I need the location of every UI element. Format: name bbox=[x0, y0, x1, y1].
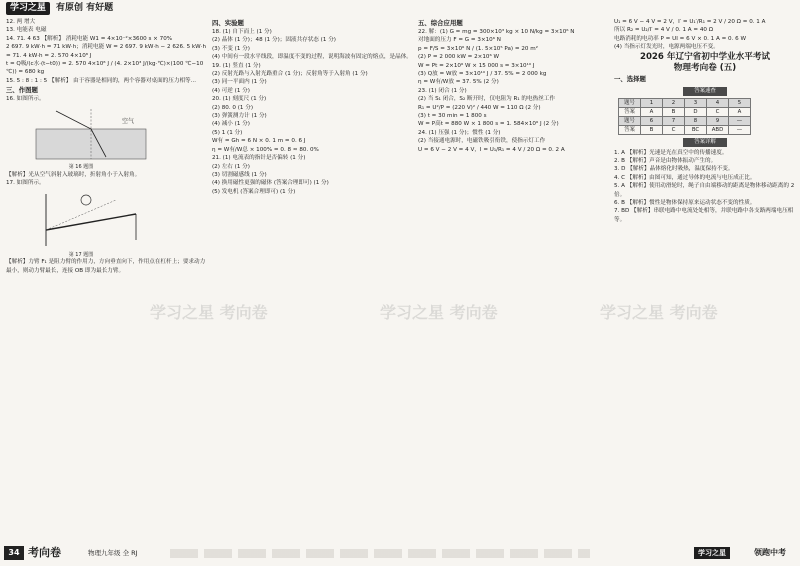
footer-subtitle: 物理九年级 全 RJ bbox=[88, 549, 138, 557]
answer-line: (3) 弹簧测力计 (1 分) bbox=[212, 113, 267, 120]
answer-line: η = W有/W总 × 100% = 0. 8 ≈ 80. 0% bbox=[212, 146, 319, 153]
table-row bbox=[619, 107, 751, 116]
footer-logo: 学习之星 bbox=[694, 547, 730, 559]
incident-ray bbox=[56, 111, 91, 129]
answer-line: p = F/S = 3×10⁶ N / (1. 5×10⁵ Pa) = 20 m² bbox=[418, 45, 538, 52]
answer-line: (3) t = 30 min = 1 800 s bbox=[418, 113, 487, 120]
answer-line: (2) 当 S₁ 闭合，S₂ 断开时，仅电阻为 R₁ 的电热丝工作 bbox=[418, 96, 555, 103]
table-cell: 4 bbox=[707, 98, 729, 107]
table-cell: B bbox=[663, 107, 685, 116]
lamp-icon bbox=[81, 195, 91, 205]
answer-line: t = Q吸/(c水·(t−t0)) = 2. 570 4×10⁸ J / (4. 2×10³ J/(kg·℃)×(100 ℃−10 ℃)) = 680 kg bbox=[6, 61, 204, 76]
answer-line: 5. A 【解析】使用动滑轮时，绳子自由端移动的距离是物体移动距离的 2 倍。 bbox=[614, 183, 795, 198]
analysis-note: 【解析】力臂 F₁ 是阻力臂的作用力，方向垂直向下，作用点在杠杆上；要求动力最小，则动力臂最长，连接 OB 即为最长力臂。 bbox=[6, 259, 206, 274]
exam-title bbox=[614, 52, 796, 74]
lever-diagram bbox=[26, 190, 156, 248]
answer-line: 7. BD 【解析】串联电路中电流处处相等，并联电路中各支路两端电压相等。 bbox=[614, 208, 794, 223]
answer-line: 19. (1) 竖直 (1 分) bbox=[212, 62, 261, 69]
column-1 bbox=[6, 18, 206, 540]
answer-line: 20. (1) 刻度尺 (1 分) bbox=[212, 96, 267, 103]
answer-line: W = Pt = 2×10⁶ W × 15 000 s = 3×10¹⁰ J bbox=[418, 62, 535, 69]
table-cell: ABD bbox=[707, 125, 729, 134]
lever-figure bbox=[26, 190, 156, 256]
answer-line: 18. (1) 自下而上 (1 分) bbox=[212, 29, 272, 35]
lever-arm bbox=[46, 214, 136, 230]
page-footer bbox=[0, 540, 800, 566]
watermark-text: 学习之星 考向卷 bbox=[150, 303, 268, 322]
answer-line: 4. C 【解析】由图可知，通过导体的电流与电压成正比。 bbox=[614, 174, 756, 181]
answer-table bbox=[618, 98, 751, 135]
figure-caption: 第 16 题图 bbox=[68, 164, 94, 171]
figure-caption: 第 17 题图 bbox=[68, 251, 94, 258]
table-cell: 2 bbox=[663, 98, 685, 107]
page-number: 34 bbox=[4, 546, 24, 560]
answer-line: 3. D 【解析】晶体熔化时吸热，温度保持不变。 bbox=[614, 166, 734, 173]
answer-line: (3) 不变 (1 分) bbox=[212, 45, 250, 52]
table-cell: BC bbox=[685, 125, 707, 134]
answer-line: 21. (1) 电流表的指针是否偏转 (1 分) bbox=[212, 155, 306, 162]
watermark-text: 学习之星 考向卷 bbox=[380, 303, 498, 322]
table-cell: A bbox=[729, 107, 751, 116]
answer-line: (4) 当指示灯发光时，电源两端电压不变。 bbox=[614, 44, 719, 51]
table-cell: 答案 bbox=[619, 125, 641, 134]
answer-line: (2) 左右 (1 分) bbox=[212, 163, 250, 170]
answer-line: (5) 1 (1 分) bbox=[212, 129, 243, 136]
footer-brand: 考向卷 bbox=[28, 546, 61, 559]
table-cell: — bbox=[729, 125, 751, 134]
answer-line: U₁ = 6 V − 4 V = 2 V，I′ = U₁′/R₁ = 2 V / 20 Ω = 0. 1 A bbox=[614, 19, 766, 25]
table-row bbox=[619, 116, 751, 125]
answer-line: W有 = Gh = 6 N × 0. 1 m = 0. 6 J bbox=[212, 138, 306, 145]
table-cell: 6 bbox=[641, 116, 663, 125]
answer-line: 1. A 【解析】光速是光在真空中的传播速度。 bbox=[614, 149, 728, 156]
answer-line: R₁ = U²/P = (220 V)² / 440 W = 110 Ω (2 分) bbox=[418, 104, 541, 111]
section-heading: 三、作图题 bbox=[6, 86, 38, 95]
answer-line: 电路消耗的电功率 P = UI = 6 V × 0. 1 A = 0. 6 W bbox=[614, 35, 747, 42]
table-cell: D bbox=[685, 107, 707, 116]
answer-line: (3) Q放 = W放 = 3×10¹⁰ J / 37. 5% = 2 000 kg bbox=[418, 71, 547, 78]
answer-line: (2) 当接通电源时，电磁铁吸引衔铁，使指示灯工作 bbox=[418, 138, 546, 145]
column-2 bbox=[212, 18, 412, 540]
table-cell: 答案 bbox=[619, 107, 641, 116]
table-cell: C bbox=[663, 125, 685, 134]
table-cell: 9 bbox=[707, 116, 729, 125]
header-slogan: 有原创 有好题 bbox=[56, 3, 114, 13]
answer-line: 12. 两 增大 bbox=[6, 19, 36, 25]
column-3 bbox=[418, 18, 608, 540]
analysis-note: 【解析】光从空气斜射入玻璃时，折射角小于入射角。 bbox=[6, 171, 141, 178]
section-heading: 四、实验题 bbox=[212, 19, 244, 27]
table-cell: 3 bbox=[685, 98, 707, 107]
answer-line: 24. (1) 压强 (1 分)；惯性 (1 分) bbox=[418, 129, 501, 136]
answer-line: (2) P = 2 000 kW = 2×10⁶ W bbox=[418, 54, 500, 61]
table-cell: — bbox=[729, 116, 751, 125]
brand-logo: 学习之星 bbox=[6, 2, 50, 15]
answer-line: (2) 80. 0 (1 分) bbox=[212, 104, 254, 111]
exam-title-line2: 物理考向卷 (五) bbox=[673, 62, 737, 73]
answer-line: 22. 解：(1) G = mg = 300×10³ kg × 10 N/kg = 3×10⁶ N bbox=[418, 29, 575, 35]
answer-line: W = P高t = 880 W × 1 800 s = 1. 584×10⁶ J (2 分) bbox=[418, 121, 559, 128]
table-cell: 5 bbox=[729, 98, 751, 107]
table-cell: 8 bbox=[685, 116, 707, 125]
section-heading: 五、综合应用题 bbox=[418, 19, 463, 27]
answer-line: U = 6 V − 2 V = 4 V，I = U₁/R₁ = 4 V / 20 Ω = 0. 2 A bbox=[418, 146, 565, 153]
answer-line: (4) 可逆 (1 分) bbox=[212, 87, 250, 94]
answer-line: (3) 同一平面内 (1 分) bbox=[212, 79, 267, 86]
table-cell: 题号 bbox=[619, 98, 641, 107]
answer-line: (3) 切割磁感线 (1 分) bbox=[212, 171, 267, 178]
answer-line: 15. 5 : 8 : 1 : 5 【解析】 由于容器是相同的，两个容器对桌面的压力相等... bbox=[6, 77, 196, 84]
answer-line: 所以 R₂ = U₂/I′ = 4 V / 0. 1 A = 40 Ω bbox=[614, 27, 714, 34]
column-4 bbox=[614, 18, 796, 540]
answer-line: (4) 中间有一段水平线段，即温度不变的过程，说明海波有固定的熔点，是晶体。 bbox=[212, 54, 412, 61]
answer-line: (2) 晶体 (1 分)；48 (1 分)；固液共存状态 (1 分) bbox=[212, 37, 336, 44]
table-cell: B bbox=[641, 125, 663, 134]
answer-line: 23. (1) 闭合 (1 分) bbox=[418, 87, 467, 94]
table-row bbox=[619, 125, 751, 134]
table-cell: C bbox=[707, 107, 729, 116]
exam-title-line1: 2026 年辽宁省初中学业水平考试 bbox=[639, 51, 771, 62]
answer-line: η = W有/W放 = 37. 5% (2 分) bbox=[418, 79, 499, 86]
section-heading: 一、选择题 bbox=[614, 74, 646, 83]
answer-quick-check-banner: 答案速查 bbox=[683, 87, 727, 96]
watermark-text: 学习之星 考向卷 bbox=[600, 303, 718, 322]
table-cell: 1 bbox=[641, 98, 663, 107]
refraction-figure bbox=[26, 107, 156, 169]
answer-line: 17. 如图所示。 bbox=[6, 180, 45, 187]
answer-line: 13. 电能表 电磁 bbox=[6, 27, 47, 34]
table-cell: A bbox=[641, 107, 663, 116]
page-header bbox=[0, 0, 800, 18]
footer-decoration bbox=[170, 549, 590, 558]
answer-line: (2) 反射光路与入射光路重合 (1 分)；反射角等于入射角 (1 分) bbox=[212, 71, 368, 78]
footer-series: 领跑中考 bbox=[754, 548, 786, 557]
moment-arm bbox=[46, 200, 116, 230]
table-row bbox=[619, 98, 751, 107]
answer-line: 6. B 【解析】惯性是物体保持原来运动状态不变的性质。 bbox=[614, 200, 756, 207]
table-cell: 7 bbox=[663, 116, 685, 125]
air-label: 空气 bbox=[122, 117, 135, 125]
answer-line: (4) 减小 (1 分) bbox=[212, 121, 250, 128]
answer-line: 对地面的压力 F = G = 3×10⁶ N bbox=[418, 37, 501, 44]
answer-detail-banner: 答案详解 bbox=[683, 138, 727, 147]
answer-line: 2 697. 9 kW·h = 71 kW·h；消耗电能 W = 2 697. 9 kW·h − 2 626. 5 kW·h = 71. 4 kW·h = 2. 570 4×10⁸ J bbox=[6, 44, 206, 59]
answer-line: 14. 71. 4 63 【解析】 消耗电能 W1 = 4×10⁻²×3600 s × 70% bbox=[6, 35, 173, 42]
answer-line: (5) 发电机 (答案合理即可) (1 分) bbox=[212, 188, 296, 195]
refraction-diagram bbox=[26, 107, 156, 161]
answer-line: 16. 如图所示。 bbox=[6, 96, 45, 103]
answer-line: (4) 换用磁性更强的磁体 (答案合理即可) (1 分) bbox=[212, 180, 329, 187]
answer-line: 2. B 【解析】声音是由物体振动产生的。 bbox=[614, 158, 717, 165]
table-cell: 题号 bbox=[619, 116, 641, 125]
